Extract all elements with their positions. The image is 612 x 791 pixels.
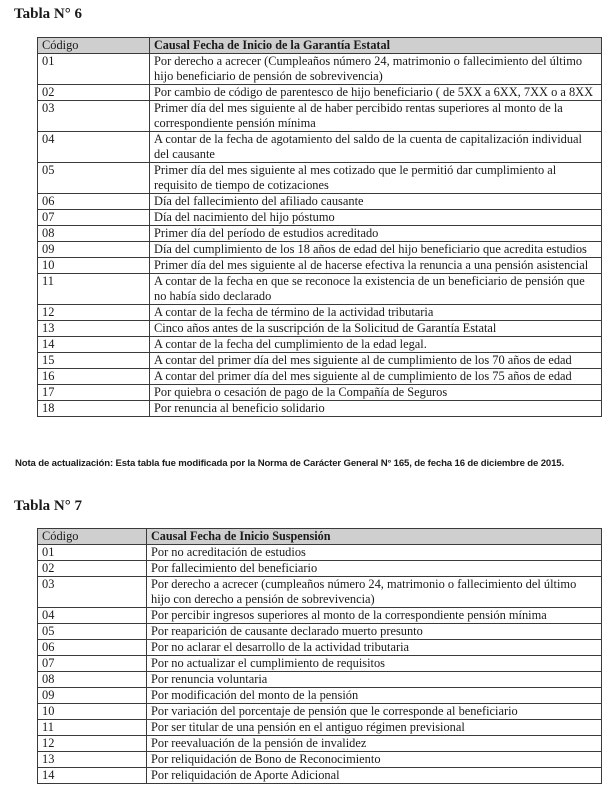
column-header-causal: Causal Fecha de Inicio de la Garantía Estatal bbox=[150, 38, 602, 54]
cell-codigo: 04 bbox=[38, 132, 150, 163]
cell-codigo: 03 bbox=[38, 577, 147, 608]
cell-causal: A contar de la fecha del cumplimiento de la edad legal. bbox=[150, 337, 602, 353]
table-row bbox=[38, 274, 602, 305]
table-row bbox=[38, 608, 602, 624]
table-row bbox=[38, 54, 602, 85]
table-row bbox=[38, 385, 602, 401]
table-header-row bbox=[38, 529, 602, 545]
table-row bbox=[38, 624, 602, 640]
table-row bbox=[38, 752, 602, 768]
cell-codigo: 10 bbox=[38, 258, 150, 274]
table-row bbox=[38, 561, 602, 577]
cell-codigo: 18 bbox=[38, 401, 150, 417]
cell-causal: Por ser titular de una pensión en el antiguo régimen previsional bbox=[147, 720, 602, 736]
cell-causal: Primer día del mes siguiente al de haber percibido rentas superiores al monto de la correspondiente pensión mínima bbox=[150, 101, 602, 132]
cell-codigo: 17 bbox=[38, 385, 150, 401]
table-row bbox=[38, 720, 602, 736]
cell-causal: Día del fallecimiento del afiliado causante bbox=[150, 194, 602, 210]
cell-causal: Por reevaluación de la pensión de invalidez bbox=[147, 736, 602, 752]
cell-codigo: 04 bbox=[38, 608, 147, 624]
table-row bbox=[38, 736, 602, 752]
cell-causal: Por reaparición de causante declarado muerto presunto bbox=[147, 624, 602, 640]
cell-causal: Por fallecimiento del beneficiario bbox=[147, 561, 602, 577]
cell-causal: Primer día del mes siguiente al mes cotizado que le permitió dar cumplimiento al requisito de tiempo de cotizaciones bbox=[150, 163, 602, 194]
cell-causal: Por derecho a acrecer (cumpleaños número 24, matrimonio o fallecimiento del último hijo con derecho a pensión de sobrevivencia) bbox=[147, 577, 602, 608]
table-row bbox=[38, 242, 602, 258]
table-row bbox=[38, 337, 602, 353]
cell-codigo: 15 bbox=[38, 353, 150, 369]
table-row bbox=[38, 321, 602, 337]
table-row bbox=[38, 768, 602, 784]
table-row bbox=[38, 640, 602, 656]
cell-causal: Por reliquidación de Aporte Adicional bbox=[147, 768, 602, 784]
tabla-7-body bbox=[38, 545, 602, 784]
cell-codigo: 02 bbox=[38, 85, 150, 101]
cell-causal: Por quiebra o cesación de pago de la Compañía de Seguros bbox=[150, 385, 602, 401]
cell-causal: Cinco años antes de la suscripción de la Solicitud de Garantía Estatal bbox=[150, 321, 602, 337]
cell-causal: A contar de la fecha en que se reconoce la existencia de un beneficiario de pensión que no había sido declarado bbox=[150, 274, 602, 305]
cell-causal: Primer día del mes siguiente al de hacerse efectiva la renuncia a una pensión asistencial bbox=[150, 258, 602, 274]
table-row bbox=[38, 545, 602, 561]
cell-causal: Día del cumplimiento de los 18 años de edad del hijo beneficiario que acredita estudios bbox=[150, 242, 602, 258]
tabla-6-title: Tabla N° 6 bbox=[14, 6, 82, 22]
column-header-codigo: Código bbox=[38, 529, 147, 545]
cell-codigo: 12 bbox=[38, 736, 147, 752]
table-row bbox=[38, 656, 602, 672]
table-row bbox=[38, 163, 602, 194]
cell-causal: Por reliquidación de Bono de Reconocimiento bbox=[147, 752, 602, 768]
table-row bbox=[38, 194, 602, 210]
table-row bbox=[38, 85, 602, 101]
table-row bbox=[38, 353, 602, 369]
table-row bbox=[38, 704, 602, 720]
cell-causal: Día del nacimiento del hijo póstumo bbox=[150, 210, 602, 226]
cell-causal: A contar del primer día del mes siguiente al de cumplimiento de los 70 años de edad bbox=[150, 353, 602, 369]
cell-codigo: 01 bbox=[38, 54, 150, 85]
cell-causal: Por no actualizar el cumplimiento de requisitos bbox=[147, 656, 602, 672]
cell-codigo: 11 bbox=[38, 720, 147, 736]
table-row bbox=[38, 369, 602, 385]
cell-causal: Por renuncia voluntaria bbox=[147, 672, 602, 688]
cell-codigo: 10 bbox=[38, 704, 147, 720]
table-row bbox=[38, 132, 602, 163]
table-row bbox=[38, 401, 602, 417]
cell-causal: Por renuncia al beneficio solidario bbox=[150, 401, 602, 417]
table-row bbox=[38, 672, 602, 688]
column-header-causal: Causal Fecha de Inicio Suspensión bbox=[147, 529, 602, 545]
column-header-codigo: Código bbox=[38, 38, 150, 54]
cell-codigo: 05 bbox=[38, 624, 147, 640]
cell-codigo: 09 bbox=[38, 688, 147, 704]
cell-causal: A contar del primer día del mes siguiente al de cumplimiento de los 75 años de edad bbox=[150, 369, 602, 385]
cell-codigo: 14 bbox=[38, 337, 150, 353]
cell-codigo: 11 bbox=[38, 274, 150, 305]
cell-codigo: 16 bbox=[38, 369, 150, 385]
update-note: Nota de actualización: Esta tabla fue modificada por la Norma de Carácter General N° 165, de fecha 16 de diciembre de 2015. bbox=[15, 458, 564, 469]
cell-causal: Por cambio de código de parentesco de hijo beneficiario ( de 5XX a 6XX, 7XX o a 8XX bbox=[150, 85, 602, 101]
table-row bbox=[38, 577, 602, 608]
cell-codigo: 08 bbox=[38, 672, 147, 688]
table-header-row bbox=[38, 38, 602, 54]
cell-codigo: 07 bbox=[38, 656, 147, 672]
table-row bbox=[38, 688, 602, 704]
table-row bbox=[38, 101, 602, 132]
cell-codigo: 03 bbox=[38, 101, 150, 132]
table-row bbox=[38, 226, 602, 242]
cell-codigo: 13 bbox=[38, 752, 147, 768]
cell-codigo: 06 bbox=[38, 194, 150, 210]
cell-causal: A contar de la fecha de agotamiento del saldo de la cuenta de capitalización individual del causante bbox=[150, 132, 602, 163]
cell-codigo: 02 bbox=[38, 561, 147, 577]
cell-causal: Primer día del período de estudios acreditado bbox=[150, 226, 602, 242]
cell-codigo: 09 bbox=[38, 242, 150, 258]
cell-causal: Por percibir ingresos superiores al monto de la correspondiente pensión mínima bbox=[147, 608, 602, 624]
cell-causal: Por variación del porcentaje de pensión que le corresponde al beneficiario bbox=[147, 704, 602, 720]
cell-codigo: 06 bbox=[38, 640, 147, 656]
tabla-6-body bbox=[38, 54, 602, 417]
tabla-6-table bbox=[37, 37, 602, 417]
tabla-7-title: Tabla N° 7 bbox=[14, 498, 82, 514]
cell-codigo: 12 bbox=[38, 305, 150, 321]
cell-causal: Por no aclarar el desarrollo de la actividad tributaria bbox=[147, 640, 602, 656]
cell-codigo: 01 bbox=[38, 545, 147, 561]
cell-codigo: 13 bbox=[38, 321, 150, 337]
cell-codigo: 08 bbox=[38, 226, 150, 242]
cell-causal: Por no acreditación de estudios bbox=[147, 545, 602, 561]
table-row bbox=[38, 305, 602, 321]
table-row bbox=[38, 258, 602, 274]
table-row bbox=[38, 210, 602, 226]
cell-causal: Por modificación del monto de la pensión bbox=[147, 688, 602, 704]
tabla-7-table bbox=[37, 528, 602, 784]
cell-codigo: 07 bbox=[38, 210, 150, 226]
cell-codigo: 14 bbox=[38, 768, 147, 784]
cell-codigo: 05 bbox=[38, 163, 150, 194]
cell-causal: A contar de la fecha de término de la actividad tributaria bbox=[150, 305, 602, 321]
cell-causal: Por derecho a acrecer (Cumpleaños número 24, matrimonio o fallecimiento del último hijo beneficiario de pensión de sobrevivencia) bbox=[150, 54, 602, 85]
